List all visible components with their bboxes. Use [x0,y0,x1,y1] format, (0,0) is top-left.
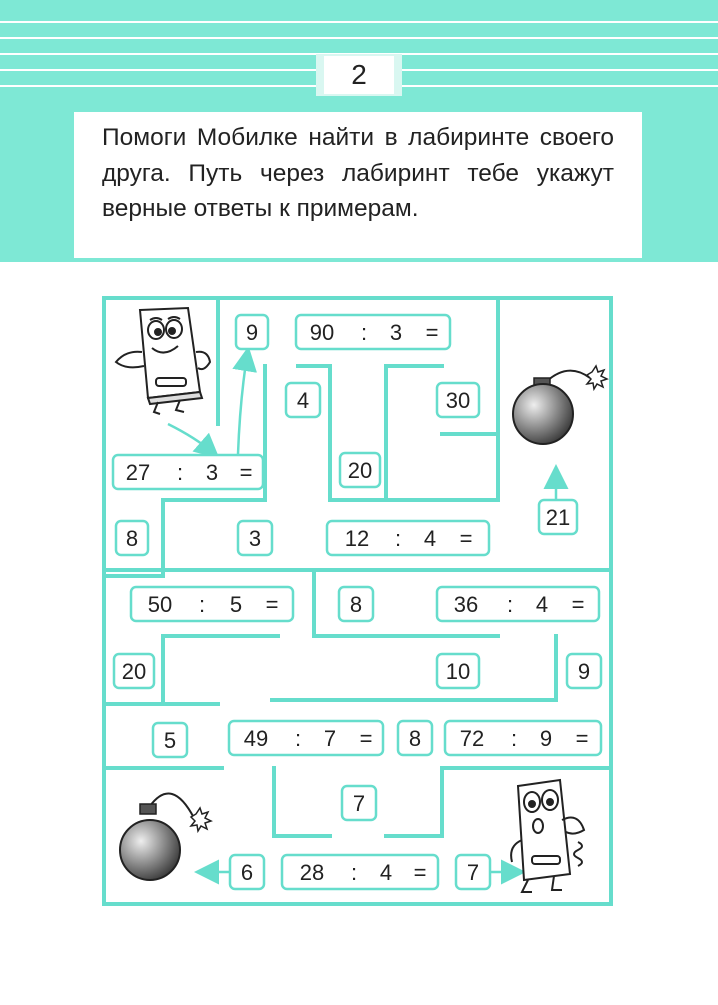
answer-box [437,383,479,417]
answer-box [236,315,268,349]
svg-text:4: 4 [379,860,393,885]
svg-text:7: 7 [466,860,480,885]
answer-box [342,786,376,820]
svg-text::: : [506,592,514,617]
answer-box [437,654,479,688]
svg-text:8: 8 [408,726,422,751]
answer-box [539,500,577,534]
svg-text:=: = [239,460,253,485]
expression-box [296,315,450,349]
answer-box [230,855,264,889]
svg-text:12: 12 [344,526,370,551]
answer-box [340,453,380,487]
svg-text:=: = [425,320,439,345]
svg-text:90: 90 [309,320,335,345]
svg-text:=: = [413,860,427,885]
answer-box [286,383,320,417]
svg-text:3: 3 [389,320,403,345]
svg-text:5: 5 [229,592,243,617]
svg-text::: : [198,592,206,617]
phone-character-icon [116,308,210,414]
expression-box [437,587,599,621]
expression-box [113,455,263,489]
svg-text::: : [176,460,184,485]
svg-text:28: 28 [299,860,325,885]
svg-text:50: 50 [147,592,173,617]
svg-text:9: 9 [245,320,259,345]
svg-text:10: 10 [445,659,471,684]
svg-text:6: 6 [240,860,254,885]
svg-text:7: 7 [323,726,337,751]
svg-text:4: 4 [535,592,549,617]
svg-text:20: 20 [347,458,373,483]
answer-box [456,855,490,889]
svg-text:=: = [359,726,373,751]
svg-text:49: 49 [243,726,269,751]
svg-text:8: 8 [125,526,139,551]
svg-text::: : [350,860,358,885]
answer-box [567,654,601,688]
svg-text:72: 72 [459,726,485,751]
svg-text:3: 3 [205,460,219,485]
svg-text:30: 30 [445,388,471,413]
answer-box [116,521,148,555]
svg-text:7: 7 [352,791,366,816]
svg-text:21: 21 [545,505,571,530]
answer-box [339,587,373,621]
svg-text::: : [294,726,302,751]
svg-text:20: 20 [121,659,147,684]
bomb-icon [120,794,211,881]
phone-friend-icon [511,780,584,892]
expression-box [445,721,601,755]
expression-box [229,721,383,755]
svg-text:5: 5 [163,728,177,753]
svg-text:=: = [265,592,279,617]
svg-text:27: 27 [125,460,151,485]
page-number: 2 [351,59,367,90]
svg-text:=: = [571,592,585,617]
answer-box [238,521,272,555]
answer-box [153,723,187,757]
answer-box [114,654,154,688]
svg-text::: : [360,320,368,345]
expression-box [282,855,438,889]
svg-text:=: = [575,726,589,751]
svg-text:9: 9 [539,726,553,751]
svg-text:36: 36 [453,592,479,617]
svg-text:9: 9 [577,659,591,684]
instruction-text: Помоги Мобилке найти в лабиринте своего друга. Путь через лабиринт тебе укажут верные ответы к примерам. [74,112,642,258]
svg-text::: : [394,526,402,551]
svg-text:8: 8 [349,592,363,617]
svg-text:4: 4 [423,526,437,551]
svg-text:4: 4 [296,388,310,413]
svg-text:3: 3 [248,526,262,551]
svg-text:=: = [459,526,473,551]
bomb-icon [513,366,607,444]
expression-box [327,521,489,555]
expression-box [131,587,293,621]
svg-text::: : [510,726,518,751]
answer-box [398,721,432,755]
